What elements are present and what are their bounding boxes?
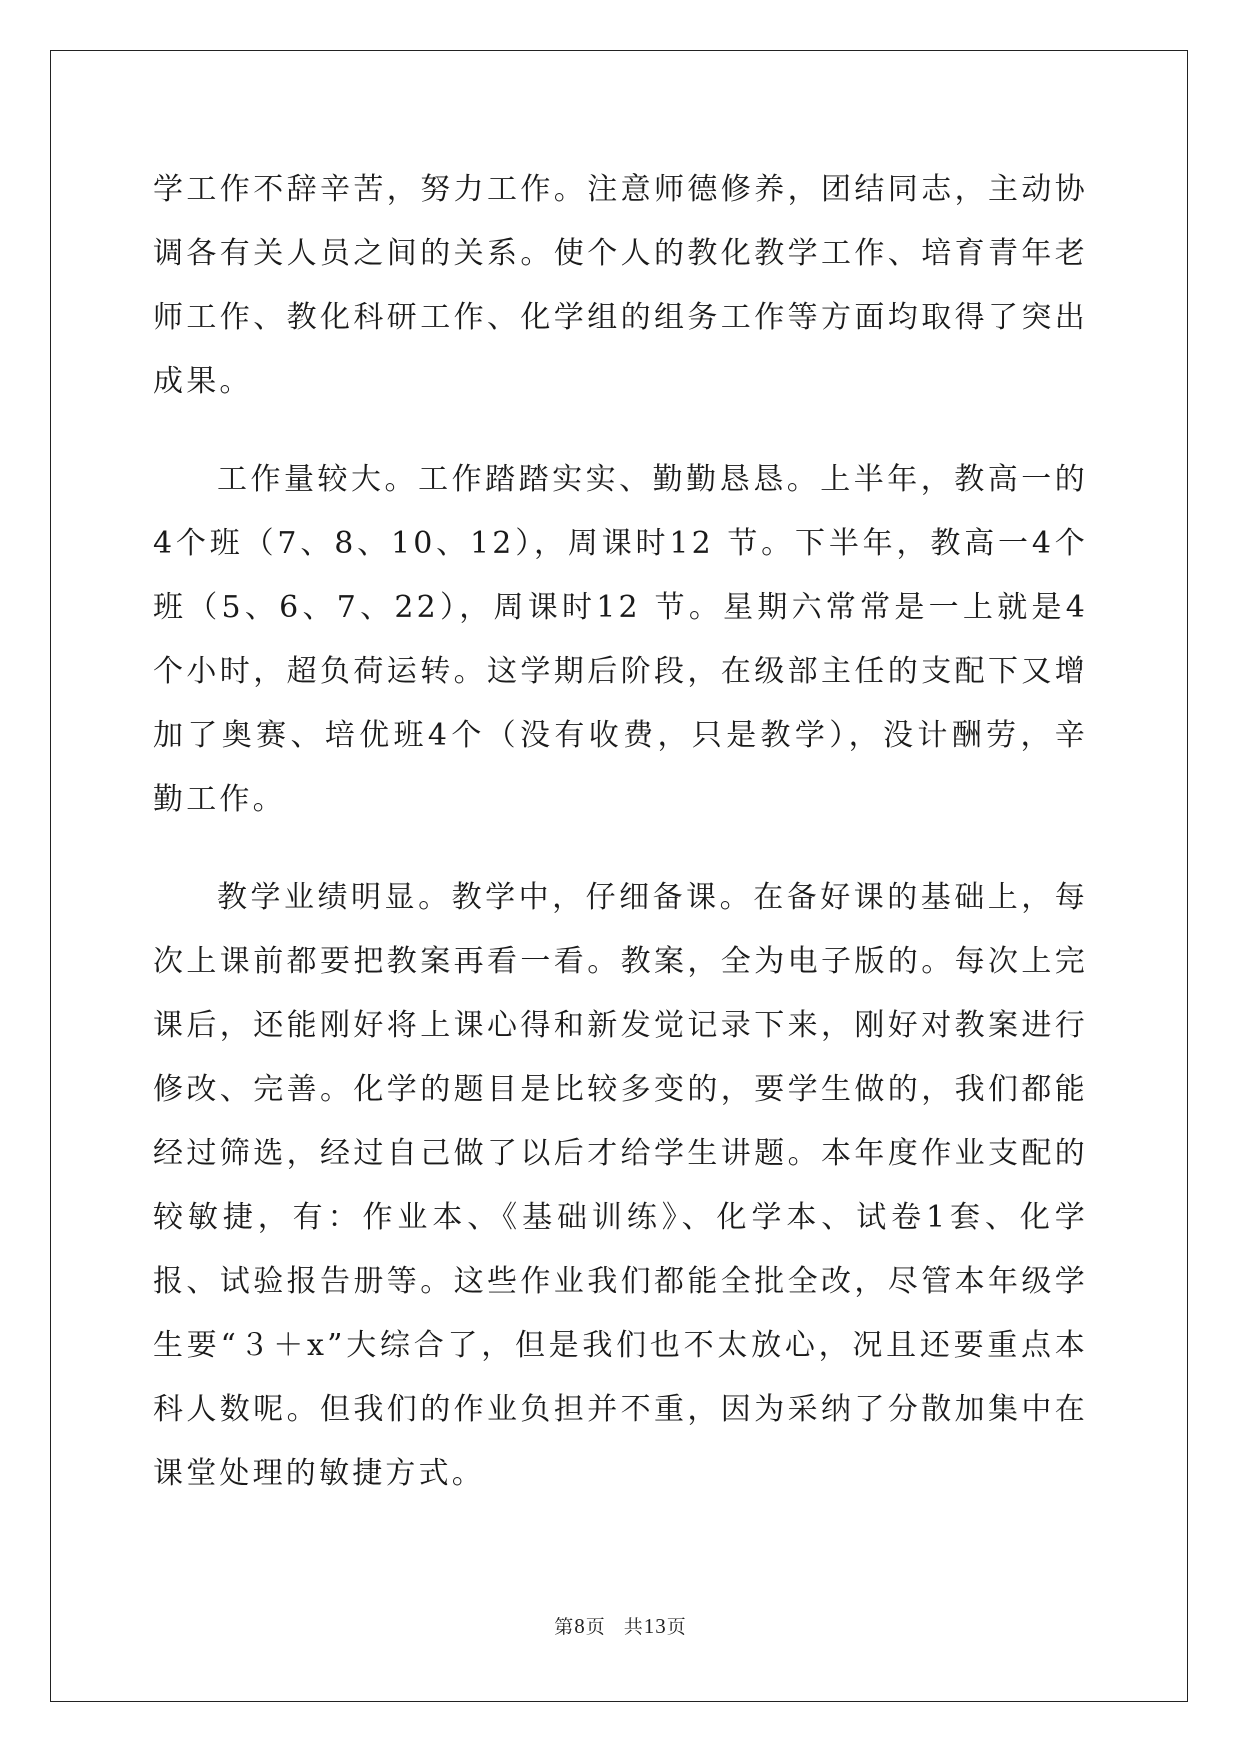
- current-page-number: 8: [574, 1614, 586, 1638]
- total-page-number: 13: [643, 1614, 667, 1638]
- page-footer: [0, 1612, 1241, 1639]
- total-prefix: 共: [623, 1616, 644, 1638]
- page-prefix: 第: [554, 1616, 575, 1638]
- page-suffix: 页: [585, 1616, 606, 1638]
- paragraph-1: 学工作不辞辛苦，努力工作。注意师德修养，团结同志，主动协调各有关人员之间的关系。使个人的教化教学工作、培育青年老师工作、教化科研工作、化学组的组务工作等方面均取得了突出成果。: [153, 172, 1088, 399]
- document-body: [153, 158, 1088, 1506]
- total-suffix: 页: [666, 1616, 687, 1638]
- paragraph-2: 工作量较大。工作踏踏实实、勤勤恳恳。上半年，教高一的4个班（7、8、10、12），周课时12 节。下半年，教高一4个班（5、6、7、22），周课时12 节。星期六常常是一上就是4个小时，超负荷运转。这学期后阶段，在级部主任的支配下又增加了奥赛、培优班4个（没有收费，只是教学），没计酬劳，辛勤工作。: [153, 462, 1088, 817]
- paragraph-3: 教学业绩明显。教学中，仔细备课。在备好课的基础上，每次上课前都要把教案再看一看。教案，全为电子版的。每次上完课后，还能刚好将上课心得和新发觉记录下来，刚好对教案进行修改、完善。化学的题目是比较多变的，要学生做的，我们都能经过筛选，经过自己做了以后才给学生讲题。本年度作业支配的较敏捷，有：作业本、《基础训练》、化学本、试卷1套、化学报、试验报告册等。这些作业我们都能全批全改，尽管本年级学生要“３＋x”大综合了，但是我们也不太放心，况且还要重点本科人数呢。但我们的作业负担并不重，因为采纳了分散加集中在课堂处理的敏捷方式。: [153, 880, 1088, 1491]
